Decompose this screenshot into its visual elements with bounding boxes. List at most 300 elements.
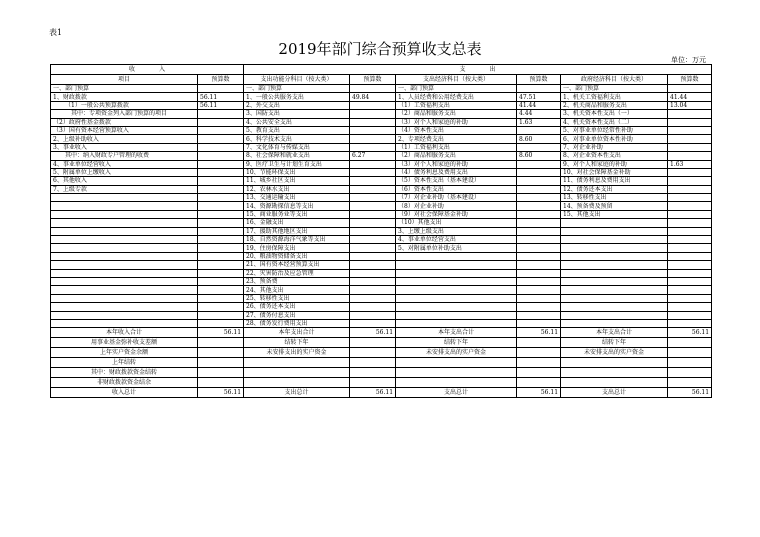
income-item: 一、部门预算 bbox=[51, 85, 198, 93]
table-row bbox=[51, 210, 712, 218]
gov-item bbox=[561, 244, 668, 252]
income-item: （1）一般公共预算拨款 bbox=[51, 101, 198, 109]
gov-item bbox=[561, 277, 668, 285]
func-item: 17、援助其他地区支出 bbox=[244, 227, 350, 235]
gov-item: 12、债务还本支出 bbox=[561, 185, 668, 193]
page-title: 2019年部门综合预算收支总表 bbox=[278, 40, 482, 58]
table-row bbox=[51, 311, 712, 319]
expense-total-gov: 56.11 bbox=[668, 388, 712, 398]
income-item bbox=[51, 219, 198, 227]
income-item: 其中：纳入财政专户管理的收费 bbox=[51, 152, 198, 160]
income-item: 7、上级专款 bbox=[51, 185, 198, 193]
gov-item bbox=[561, 269, 668, 277]
income-item bbox=[51, 194, 198, 202]
empty-cell bbox=[668, 348, 712, 358]
econ-value: 41.44 bbox=[517, 101, 561, 109]
income-item: 其中：专项资金列入部门预算的项目 bbox=[51, 110, 198, 118]
income-item bbox=[51, 236, 198, 244]
income-value bbox=[198, 286, 244, 294]
func-item: 10、节能环保支出 bbox=[244, 168, 350, 176]
table-row bbox=[51, 219, 712, 227]
func-value bbox=[350, 135, 396, 143]
econ-value bbox=[517, 219, 561, 227]
func-item: 25、转移性支出 bbox=[244, 294, 350, 302]
col-budget: 预算数 bbox=[198, 75, 244, 85]
econ-value: 8.60 bbox=[517, 152, 561, 160]
year-total-row bbox=[51, 328, 712, 338]
gov-item bbox=[561, 286, 668, 294]
fund-balance-row bbox=[51, 338, 712, 348]
func-item: 9、医疗卫生与计划生育支出 bbox=[244, 160, 350, 168]
empty-cell bbox=[350, 368, 396, 378]
gov-item bbox=[561, 219, 668, 227]
income-header: 收 入 bbox=[51, 65, 244, 75]
func-value bbox=[350, 185, 396, 193]
gov-value bbox=[668, 210, 712, 218]
gov-value bbox=[668, 252, 712, 260]
gov-value bbox=[668, 236, 712, 244]
empty-cell bbox=[350, 378, 396, 388]
empty-cell bbox=[350, 338, 396, 348]
empty-cell bbox=[668, 358, 712, 368]
gov-value bbox=[668, 286, 712, 294]
gov-item bbox=[561, 236, 668, 244]
table-row bbox=[51, 227, 712, 235]
func-item: 3、国防支出 bbox=[244, 110, 350, 118]
year-expense-func: 56.11 bbox=[350, 328, 396, 338]
econ-item bbox=[396, 294, 517, 302]
func-item: 21、国有资本经营预算支出 bbox=[244, 261, 350, 269]
table-row bbox=[51, 110, 712, 118]
func-value bbox=[350, 286, 396, 294]
econ-value bbox=[517, 202, 561, 210]
income-item: 4、事业单位经营收入 bbox=[51, 160, 198, 168]
table-row bbox=[51, 143, 712, 151]
gov-item bbox=[561, 311, 668, 319]
income-value bbox=[198, 219, 244, 227]
income-value bbox=[198, 168, 244, 176]
grand-total-row bbox=[51, 388, 712, 398]
gov-item: 1、机关工资福利支出 bbox=[561, 93, 668, 101]
func-value bbox=[350, 269, 396, 277]
econ-item bbox=[396, 286, 517, 294]
empty-cell bbox=[244, 358, 350, 368]
gov-item: 14、预备费及预留 bbox=[561, 202, 668, 210]
econ-item: （3）对个人和家庭的补助 bbox=[396, 160, 517, 168]
econ-value: 1.63 bbox=[517, 118, 561, 126]
year-expense-label: 本年支出合计 bbox=[561, 328, 668, 338]
income-value bbox=[198, 294, 244, 302]
col-gov: 政府经济科目（按大类） bbox=[561, 75, 668, 85]
econ-item: （6）资本性支出 bbox=[396, 185, 517, 193]
income-item bbox=[51, 311, 198, 319]
func-value bbox=[350, 110, 396, 118]
gov-item: 5、对事业单位经常性补助 bbox=[561, 126, 668, 134]
econ-item: （8）对企业补助 bbox=[396, 202, 517, 210]
econ-item: （5）资本性支出（基本建设） bbox=[396, 177, 517, 185]
col-budget: 预算数 bbox=[350, 75, 396, 85]
empty-cell bbox=[561, 358, 668, 368]
income-value bbox=[198, 152, 244, 160]
econ-value bbox=[517, 311, 561, 319]
econ-value bbox=[517, 210, 561, 218]
income-value bbox=[198, 110, 244, 118]
income-value: 56.11 bbox=[198, 93, 244, 101]
econ-item bbox=[396, 277, 517, 285]
table-row bbox=[51, 277, 712, 285]
func-value bbox=[350, 261, 396, 269]
fund-balance-label: 用事业基金弥补收支差额 bbox=[51, 338, 198, 348]
table-row bbox=[51, 244, 712, 252]
income-item bbox=[51, 269, 198, 277]
gov-value bbox=[668, 269, 712, 277]
econ-value bbox=[517, 244, 561, 252]
func-value bbox=[350, 311, 396, 319]
econ-value bbox=[517, 261, 561, 269]
prior-carry-label: 上年结转 bbox=[51, 358, 198, 368]
income-item bbox=[51, 227, 198, 235]
fiscal-carry-row bbox=[51, 368, 712, 378]
func-item: 11、城乡社区支出 bbox=[244, 177, 350, 185]
nonfiscal-carry-row bbox=[51, 378, 712, 388]
income-item: （3）国有资本经营预算收入 bbox=[51, 126, 198, 134]
func-item: 15、商业服务业等支出 bbox=[244, 210, 350, 218]
func-value: 49.84 bbox=[350, 93, 396, 101]
income-value bbox=[198, 143, 244, 151]
econ-value bbox=[517, 236, 561, 244]
income-value bbox=[198, 252, 244, 260]
econ-item: 2、专项经费支出 bbox=[396, 135, 517, 143]
gov-item bbox=[561, 261, 668, 269]
income-item: 1、财政拨款 bbox=[51, 93, 198, 101]
unscheduled-label: 未安排支出的实户资金 bbox=[561, 348, 668, 358]
gov-value: 41.44 bbox=[668, 93, 712, 101]
func-value bbox=[350, 294, 396, 302]
gov-value bbox=[668, 319, 712, 327]
gov-value bbox=[668, 126, 712, 134]
table-row bbox=[51, 177, 712, 185]
empty-cell bbox=[668, 368, 712, 378]
gov-value bbox=[668, 202, 712, 210]
func-item: 19、住房保障支出 bbox=[244, 244, 350, 252]
nonfiscal-carry-label: 非财政拨款资金结余 bbox=[51, 378, 198, 388]
empty-cell bbox=[396, 358, 517, 368]
econ-item: 1、人员经费和公用经费支出 bbox=[396, 93, 517, 101]
income-value bbox=[198, 85, 244, 93]
econ-value bbox=[517, 252, 561, 260]
econ-item bbox=[396, 311, 517, 319]
year-expense-econ: 56.11 bbox=[517, 328, 561, 338]
year-expense-gov: 56.11 bbox=[668, 328, 712, 338]
table-row bbox=[51, 194, 712, 202]
income-value bbox=[198, 244, 244, 252]
func-value bbox=[350, 160, 396, 168]
econ-value: 8.60 bbox=[517, 135, 561, 143]
econ-value bbox=[517, 269, 561, 277]
func-value bbox=[350, 202, 396, 210]
table-row bbox=[51, 168, 712, 176]
func-item: 26、债务还本支出 bbox=[244, 303, 350, 311]
econ-value bbox=[517, 160, 561, 168]
gov-item: 7、对企业补助 bbox=[561, 143, 668, 151]
econ-item bbox=[396, 252, 517, 260]
income-item bbox=[51, 210, 198, 218]
expense-total-label: 支出总计 bbox=[561, 388, 668, 398]
func-item: 20、粮油物资储备支出 bbox=[244, 252, 350, 260]
gov-item: 6、对事业单位资本性补助 bbox=[561, 135, 668, 143]
gov-value: 13.04 bbox=[668, 101, 712, 109]
table-row bbox=[51, 126, 712, 134]
empty-cell bbox=[198, 358, 244, 368]
econ-item: 4、事业单位经营支出 bbox=[396, 236, 517, 244]
func-value bbox=[350, 85, 396, 93]
income-value bbox=[198, 185, 244, 193]
income-item bbox=[51, 202, 198, 210]
gov-value: 1.63 bbox=[668, 160, 712, 168]
gov-value bbox=[668, 261, 712, 269]
econ-item bbox=[396, 261, 517, 269]
income-item: （2）政府性基金拨款 bbox=[51, 118, 198, 126]
income-value bbox=[198, 160, 244, 168]
expense-total-econ: 56.11 bbox=[517, 388, 561, 398]
econ-value bbox=[517, 303, 561, 311]
gov-item bbox=[561, 303, 668, 311]
empty-cell bbox=[396, 368, 517, 378]
table-row bbox=[51, 93, 712, 101]
econ-value bbox=[517, 294, 561, 302]
func-value bbox=[350, 126, 396, 134]
table-row bbox=[51, 118, 712, 126]
income-value bbox=[198, 261, 244, 269]
year-income-value: 56.11 bbox=[198, 328, 244, 338]
income-value bbox=[198, 303, 244, 311]
header-row-2 bbox=[51, 75, 712, 85]
carry-label: 结转下年 bbox=[396, 338, 517, 348]
income-value bbox=[198, 135, 244, 143]
gov-item: 3、机关资本性支出（一） bbox=[561, 110, 668, 118]
empty-cell bbox=[198, 348, 244, 358]
econ-value: 4.44 bbox=[517, 110, 561, 118]
gov-item: 9、对个人和家庭的补助 bbox=[561, 160, 668, 168]
empty-cell bbox=[668, 338, 712, 348]
table-row bbox=[51, 185, 712, 193]
col-budget: 预算数 bbox=[668, 75, 712, 85]
func-value bbox=[350, 277, 396, 285]
econ-item: （9）对社会保障基金补助 bbox=[396, 210, 517, 218]
income-item bbox=[51, 252, 198, 260]
gov-item: 4、机关资本性支出（二） bbox=[561, 118, 668, 126]
income-value: 56.11 bbox=[198, 101, 244, 109]
income-item bbox=[51, 244, 198, 252]
income-value bbox=[198, 311, 244, 319]
econ-value bbox=[517, 85, 561, 93]
fiscal-carry-label: 其中：财政拨款资金结转 bbox=[51, 368, 198, 378]
func-value bbox=[350, 118, 396, 126]
econ-item: （3）对个人和家庭的补助 bbox=[396, 118, 517, 126]
header-row-1 bbox=[51, 65, 712, 75]
income-item: 5、附属单位上缴收入 bbox=[51, 168, 198, 176]
gov-value bbox=[668, 227, 712, 235]
econ-item: （4）债务利息及费用支出 bbox=[396, 168, 517, 176]
func-value bbox=[350, 252, 396, 260]
econ-item bbox=[396, 269, 517, 277]
income-item bbox=[51, 277, 198, 285]
table-row bbox=[51, 160, 712, 168]
func-item: 22、灾害防治及应急管理 bbox=[244, 269, 350, 277]
func-value bbox=[350, 101, 396, 109]
prior-carry-row bbox=[51, 358, 712, 368]
func-value bbox=[350, 319, 396, 327]
income-item bbox=[51, 261, 198, 269]
income-value bbox=[198, 277, 244, 285]
func-item: 28、债务发行费用支出 bbox=[244, 319, 350, 327]
func-value bbox=[350, 303, 396, 311]
gov-item: 15、其他支出 bbox=[561, 210, 668, 218]
year-income-label: 本年收入合计 bbox=[51, 328, 198, 338]
func-value bbox=[350, 227, 396, 235]
gov-value bbox=[668, 244, 712, 252]
empty-cell bbox=[396, 378, 517, 388]
empty-cell bbox=[517, 338, 561, 348]
empty-cell bbox=[198, 378, 244, 388]
empty-cell bbox=[561, 378, 668, 388]
table-row bbox=[51, 303, 712, 311]
func-value bbox=[350, 244, 396, 252]
sheet-label: 表1 bbox=[49, 28, 63, 37]
carry-label: 结转下年 bbox=[244, 338, 350, 348]
empty-cell bbox=[517, 378, 561, 388]
func-item: 16、金融支出 bbox=[244, 219, 350, 227]
income-item bbox=[51, 303, 198, 311]
func-value bbox=[350, 210, 396, 218]
gov-value bbox=[668, 177, 712, 185]
econ-item: （4）资本性支出 bbox=[396, 126, 517, 134]
table-row bbox=[51, 152, 712, 160]
econ-item: （2）商品和服务支出 bbox=[396, 152, 517, 160]
econ-value bbox=[517, 143, 561, 151]
gov-value bbox=[668, 85, 712, 93]
gov-item bbox=[561, 319, 668, 327]
gov-value bbox=[668, 110, 712, 118]
empty-cell bbox=[198, 368, 244, 378]
func-item: 18、自然资源海洋气象等支出 bbox=[244, 236, 350, 244]
table-row bbox=[51, 294, 712, 302]
econ-item: （2）商品和服务支出 bbox=[396, 110, 517, 118]
econ-item: （1）工资福利支出 bbox=[396, 101, 517, 109]
year-expense-label: 本年支出合计 bbox=[244, 328, 350, 338]
func-value: 6.27 bbox=[350, 152, 396, 160]
income-value bbox=[198, 269, 244, 277]
func-item: 5、教育支出 bbox=[244, 126, 350, 134]
econ-item: （1）工资福利支出 bbox=[396, 143, 517, 151]
prior-balance-label: 上年实户资金余额 bbox=[51, 348, 198, 358]
income-total-label: 收入总计 bbox=[51, 388, 198, 398]
econ-item: 5、对附属单位补助支出 bbox=[396, 244, 517, 252]
econ-item bbox=[396, 319, 517, 327]
empty-cell bbox=[244, 368, 350, 378]
gov-value bbox=[668, 194, 712, 202]
expense-total-label: 支出总计 bbox=[396, 388, 517, 398]
econ-value bbox=[517, 286, 561, 294]
gov-value bbox=[668, 311, 712, 319]
gov-item bbox=[561, 294, 668, 302]
gov-value bbox=[668, 303, 712, 311]
income-value bbox=[198, 227, 244, 235]
unscheduled-label: 未安排支出的实户资金 bbox=[396, 348, 517, 358]
table-row bbox=[51, 252, 712, 260]
col-econ: 支出经济科目（按大类） bbox=[396, 75, 517, 85]
table-row bbox=[51, 269, 712, 277]
gov-value bbox=[668, 143, 712, 151]
income-item: 3、事业收入 bbox=[51, 143, 198, 151]
econ-item bbox=[396, 303, 517, 311]
gov-value bbox=[668, 168, 712, 176]
func-item: 1、一般公共服务支出 bbox=[244, 93, 350, 101]
col-budget: 预算数 bbox=[517, 75, 561, 85]
empty-cell bbox=[517, 358, 561, 368]
gov-value bbox=[668, 135, 712, 143]
func-item: 14、资源勘探信息等支出 bbox=[244, 202, 350, 210]
econ-value bbox=[517, 319, 561, 327]
expense-total-label: 支出总计 bbox=[244, 388, 350, 398]
gov-item: 2、机关商品和服务支出 bbox=[561, 101, 668, 109]
econ-value bbox=[517, 185, 561, 193]
table-row bbox=[51, 85, 712, 93]
gov-item: 11、债务利息及费用支出 bbox=[561, 177, 668, 185]
unscheduled-label: 未安排支出的实户资金 bbox=[244, 348, 350, 358]
func-item: 13、交通运输支出 bbox=[244, 194, 350, 202]
econ-value: 47.51 bbox=[517, 93, 561, 101]
func-item: 23、预备费 bbox=[244, 277, 350, 285]
func-item: 4、公共安全支出 bbox=[244, 118, 350, 126]
func-item: 12、农林水支出 bbox=[244, 185, 350, 193]
func-item: 27、债务付息支出 bbox=[244, 311, 350, 319]
income-value bbox=[198, 177, 244, 185]
econ-item: （10）其他支出 bbox=[396, 219, 517, 227]
func-value bbox=[350, 236, 396, 244]
income-value bbox=[198, 202, 244, 210]
empty-cell bbox=[517, 368, 561, 378]
expense-total-func: 56.11 bbox=[350, 388, 396, 398]
income-value bbox=[198, 194, 244, 202]
expense-header: 支 出 bbox=[244, 65, 712, 75]
gov-item: 一、部门预算 bbox=[561, 85, 668, 93]
gov-item: 10、对社会保障基金补助 bbox=[561, 168, 668, 176]
func-item: 一、部门预算 bbox=[244, 85, 350, 93]
func-item: 7、文化体育与传媒支出 bbox=[244, 143, 350, 151]
empty-cell bbox=[517, 348, 561, 358]
empty-cell bbox=[350, 358, 396, 368]
econ-value bbox=[517, 126, 561, 134]
carry-label: 结转下年 bbox=[561, 338, 668, 348]
gov-item bbox=[561, 252, 668, 260]
func-value bbox=[350, 219, 396, 227]
income-item: 2、上级补助收入 bbox=[51, 135, 198, 143]
table-row bbox=[51, 286, 712, 294]
econ-value bbox=[517, 227, 561, 235]
func-value bbox=[350, 143, 396, 151]
func-item: 6、科学技术支出 bbox=[244, 135, 350, 143]
gov-value bbox=[668, 185, 712, 193]
empty-cell bbox=[668, 378, 712, 388]
income-value bbox=[198, 236, 244, 244]
table-row bbox=[51, 202, 712, 210]
econ-value bbox=[517, 277, 561, 285]
table-row bbox=[51, 236, 712, 244]
econ-value bbox=[517, 168, 561, 176]
econ-item: （7）对企业补助（基本建设） bbox=[396, 194, 517, 202]
empty-cell bbox=[244, 378, 350, 388]
